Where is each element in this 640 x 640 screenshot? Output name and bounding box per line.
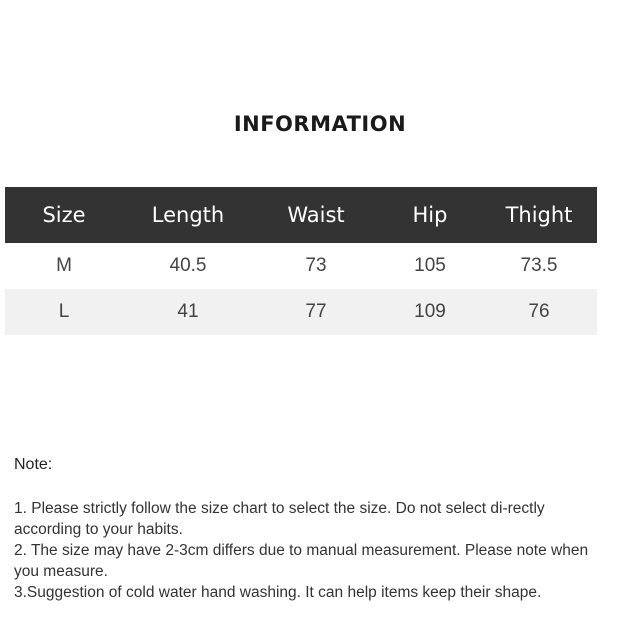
note-item: 1. Please strictly follow the size chart to select the size. Do not select di-rectly according to your habits. <box>14 500 545 538</box>
cell-length: 41 <box>123 289 253 335</box>
header-thight: Thight <box>481 187 597 243</box>
table-header-row <box>5 187 597 243</box>
note-item: 3.Suggestion of cold water hand washing. It can help items keep their shape. <box>14 584 542 601</box>
table-row <box>5 243 597 289</box>
header-length: Length <box>123 187 253 243</box>
header-hip: Hip <box>379 187 481 243</box>
table-row <box>5 289 597 335</box>
cell-hip: 109 <box>379 289 481 335</box>
header-size: Size <box>5 187 123 243</box>
page-title: INFORMATION <box>233 112 407 136</box>
header-waist: Waist <box>253 187 379 243</box>
cell-thight: 73.5 <box>481 243 597 289</box>
cell-length: 40.5 <box>123 243 253 289</box>
note-list <box>14 498 614 603</box>
cell-hip: 105 <box>379 243 481 289</box>
cell-waist: 77 <box>253 289 379 335</box>
note-heading: Note: <box>14 456 53 473</box>
cell-size: L <box>5 289 123 335</box>
cell-size: M <box>5 243 123 289</box>
cell-waist: 73 <box>253 243 379 289</box>
cell-thight: 76 <box>481 289 597 335</box>
note-item: 2. The size may have 2-3cm differs due to manual measurement. Please note when you measure. <box>14 542 589 580</box>
size-chart-table <box>5 187 597 335</box>
